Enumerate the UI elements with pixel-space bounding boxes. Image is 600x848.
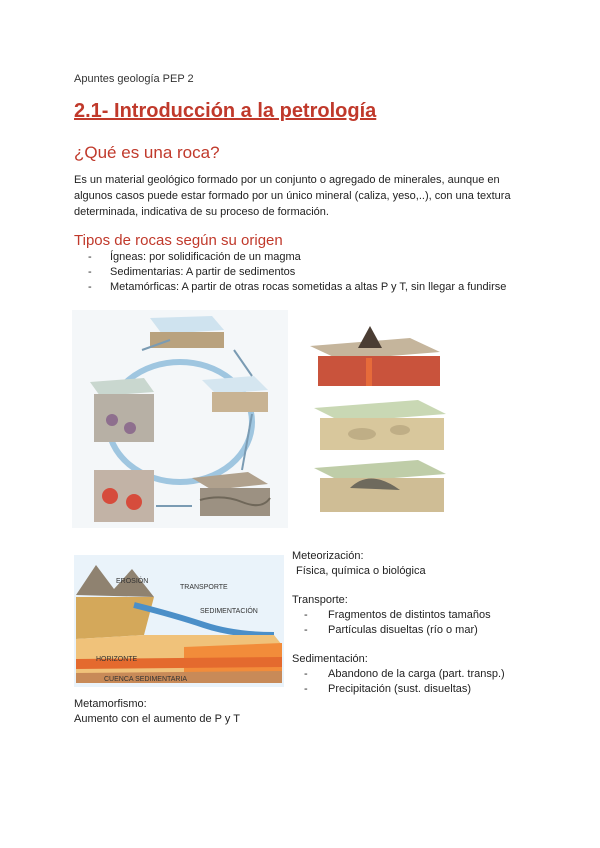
label-erosion: EROSIÓN bbox=[116, 578, 149, 585]
process-notes bbox=[292, 549, 505, 697]
list-item: - Ígneas: por solidificación de un magma bbox=[88, 250, 506, 265]
meteorization-label: Meteorización: bbox=[292, 550, 364, 562]
sedimentation-list bbox=[292, 667, 505, 697]
list-item: - Metamórficas: A partir de otras rocas sometidas a altas P y T, sin llegar a fundirse bbox=[88, 280, 506, 295]
igneous-intrusion-diagram bbox=[300, 318, 450, 530]
label-horizon: HORIZONTE bbox=[96, 656, 138, 663]
rock-definition: Es un material geológico formado por un conjunto o agregado de minerales, aunque en algunos casos puede estar formado por un único mineral (caliza, yeso,..), con una textura determinada, indicativa de su proceso de formación. bbox=[74, 174, 511, 218]
label-sedimentation: SEDIMENTACIÓN bbox=[200, 608, 258, 615]
list-item: - Abandono de la carga (part. transp.) bbox=[292, 667, 505, 682]
transport-list bbox=[292, 608, 505, 638]
metamorphism-desc: Aumento con el aumento de P y T bbox=[74, 713, 240, 725]
rock-cycle-diagram bbox=[72, 310, 288, 528]
sedimentation-label: Sedimentación: bbox=[292, 653, 368, 665]
list-item: - Precipitación (sust. disueltas) bbox=[292, 682, 505, 697]
label-transport: TRANSPORTE bbox=[180, 584, 228, 591]
list-item: - Sedimentarias: A partir de sedimentos bbox=[88, 265, 506, 280]
meteorization-desc: Física, química o biológica bbox=[296, 565, 426, 577]
transport-label: Transporte: bbox=[292, 594, 348, 606]
page-title: 2.1- Introducción a la petrología bbox=[74, 100, 377, 122]
section-heading-rock: ¿Qué es una roca? bbox=[74, 143, 220, 162]
metamorphism-label: Metamorfismo: bbox=[74, 698, 147, 710]
sedimentary-basin-diagram bbox=[74, 555, 284, 687]
rock-types-list bbox=[88, 250, 506, 295]
list-item: - Fragmentos de distintos tamaños bbox=[292, 608, 505, 623]
section-heading-types: Tipos de rocas según su origen bbox=[74, 232, 283, 249]
label-basin: CUENCA SEDIMENTARIA bbox=[104, 676, 188, 683]
document-header: Apuntes geología PEP 2 bbox=[74, 73, 194, 85]
list-item: - Partículas disueltas (río o mar) bbox=[292, 623, 505, 638]
metamorphism-block bbox=[74, 697, 240, 727]
